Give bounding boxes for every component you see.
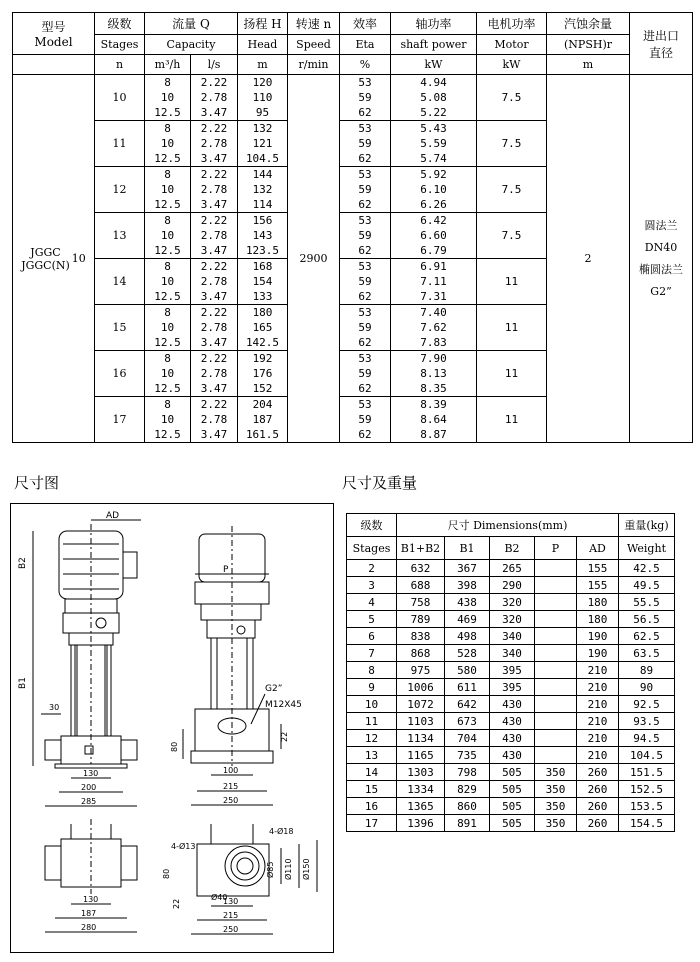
dim-cell: 154.5 bbox=[619, 815, 675, 832]
dim-cell bbox=[535, 645, 577, 662]
hdr-motor: 电机功率 bbox=[477, 13, 547, 35]
dim-cell: 430 bbox=[490, 713, 535, 730]
dim-cell: 290 bbox=[490, 577, 535, 594]
dimension-drawing bbox=[10, 503, 334, 953]
dim-col-b1b2: B1+B2 bbox=[397, 537, 445, 560]
perf-q-cell: 8 10 12.5 bbox=[145, 397, 191, 443]
dim-cell: 210 bbox=[577, 730, 619, 747]
motor-cell: 7.5 bbox=[477, 121, 547, 167]
perf-h-cell: 180 165 142.5 bbox=[238, 305, 288, 351]
dim-cell: 1303 bbox=[397, 764, 445, 781]
perf-ls-cell: 2.22 2.78 3.47 bbox=[191, 351, 238, 397]
base-front-view bbox=[45, 819, 137, 932]
hdr-npsh-en: (NPSH)r bbox=[547, 35, 630, 55]
dim-cell: 430 bbox=[490, 730, 535, 747]
dim-cell: 350 bbox=[535, 798, 577, 815]
dim-cell: 430 bbox=[490, 696, 535, 713]
dim-cell: 528 bbox=[445, 645, 490, 662]
dim-cell: 155 bbox=[577, 577, 619, 594]
dim-row bbox=[347, 662, 675, 679]
npsh-cell: 2 bbox=[547, 75, 630, 443]
dim-cell: 505 bbox=[490, 781, 535, 798]
dim-row bbox=[347, 628, 675, 645]
dim-cell: 1134 bbox=[397, 730, 445, 747]
perf-ls-cell: 2.22 2.78 3.47 bbox=[191, 397, 238, 443]
dim-cell: 395 bbox=[490, 662, 535, 679]
dim-cell: 838 bbox=[397, 628, 445, 645]
dim-cell: 7 bbox=[347, 645, 397, 662]
perf-q-cell: 8 10 12.5 bbox=[145, 213, 191, 259]
dim-cell: 1165 bbox=[397, 747, 445, 764]
stage-cell: 13 bbox=[95, 213, 145, 259]
side-view bbox=[170, 526, 302, 805]
dim-cell: 17 bbox=[347, 815, 397, 832]
dim-cell: 320 bbox=[490, 611, 535, 628]
perf-eta-cell: 53 59 62 bbox=[340, 259, 391, 305]
perf-h-cell: 120 110 95 bbox=[238, 75, 288, 121]
dim-cell: 49.5 bbox=[619, 577, 675, 594]
dim-cell: 9 bbox=[347, 679, 397, 696]
dim-cell: 94.5 bbox=[619, 730, 675, 747]
dim-row bbox=[347, 679, 675, 696]
label-285: 285 bbox=[81, 797, 97, 806]
label-m12: M12X45 bbox=[265, 700, 302, 710]
motor-cell: 7.5 bbox=[477, 213, 547, 259]
label-ad: AD bbox=[106, 511, 120, 521]
dim-cell: 62.5 bbox=[619, 628, 675, 645]
dim-cell bbox=[535, 594, 577, 611]
label-4d18: 4-Ø18 bbox=[269, 827, 294, 836]
dim-cell: 611 bbox=[445, 679, 490, 696]
dim-cell: 340 bbox=[490, 628, 535, 645]
dim-cell: 56.5 bbox=[619, 611, 675, 628]
hdr-inlet: 进出口 直径 bbox=[630, 13, 693, 75]
unit-motor: kW bbox=[477, 55, 547, 75]
dim-row bbox=[347, 815, 675, 832]
stage-cell: 10 bbox=[95, 75, 145, 121]
perf-q-cell: 8 10 12.5 bbox=[145, 121, 191, 167]
dimensions-table bbox=[346, 513, 675, 832]
dim-cell: 1334 bbox=[397, 781, 445, 798]
label-30: 30 bbox=[49, 703, 60, 712]
dim-cell bbox=[535, 713, 577, 730]
label-130c: 130 bbox=[223, 897, 239, 906]
label-80: 80 bbox=[170, 741, 179, 752]
unit-speed: r/min bbox=[288, 55, 340, 75]
dim-cell: 1006 bbox=[397, 679, 445, 696]
perf-ls-cell: 2.22 2.78 3.47 bbox=[191, 121, 238, 167]
dim-cell: 180 bbox=[577, 594, 619, 611]
dim-col-ad: AD bbox=[577, 537, 619, 560]
label-130: 130 bbox=[83, 769, 99, 778]
perf-p-cell: 6.91 7.11 7.31 bbox=[391, 259, 477, 305]
perf-ls-cell: 2.22 2.78 3.47 bbox=[191, 213, 238, 259]
stage-cell: 11 bbox=[95, 121, 145, 167]
dim-cell: 152.5 bbox=[619, 781, 675, 798]
model-cell: JGGC JGGC(N) 10 bbox=[13, 75, 95, 443]
perf-h-cell: 192 176 152 bbox=[238, 351, 288, 397]
perf-p-cell: 5.43 5.59 5.74 bbox=[391, 121, 477, 167]
hdr-speed-en: Speed bbox=[288, 35, 340, 55]
stage-cell: 17 bbox=[95, 397, 145, 443]
hdr-stages: 级数 bbox=[95, 13, 145, 35]
dim-cell: 469 bbox=[445, 611, 490, 628]
dim-cell: 580 bbox=[445, 662, 490, 679]
dim-cell bbox=[535, 696, 577, 713]
perf-eta-cell: 53 59 62 bbox=[340, 167, 391, 213]
label-250: 250 bbox=[223, 796, 239, 805]
dim-cell: 3 bbox=[347, 577, 397, 594]
dim-cell: 260 bbox=[577, 781, 619, 798]
dim-row bbox=[347, 764, 675, 781]
dim-cell: 210 bbox=[577, 713, 619, 730]
perf-p-cell: 8.39 8.64 8.87 bbox=[391, 397, 477, 443]
perf-eta-cell: 53 59 62 bbox=[340, 75, 391, 121]
hdr-model: 型号 Model bbox=[13, 13, 95, 55]
label-d40: Ø40 bbox=[211, 893, 228, 902]
dim-cell: 789 bbox=[397, 611, 445, 628]
perf-p-cell: 7.40 7.62 7.83 bbox=[391, 305, 477, 351]
perf-q-cell: 8 10 12.5 bbox=[145, 351, 191, 397]
label-p: P bbox=[223, 565, 229, 575]
hdr-npsh: 汽蚀余量 bbox=[547, 13, 630, 35]
label-g2: G2” bbox=[265, 684, 283, 694]
hdr-model-blank bbox=[13, 55, 95, 75]
dim-row bbox=[347, 611, 675, 628]
dim-cell: 320 bbox=[490, 594, 535, 611]
perf-p-cell: 5.92 6.10 6.26 bbox=[391, 167, 477, 213]
dim-cell: 10 bbox=[347, 696, 397, 713]
dim-cell: 642 bbox=[445, 696, 490, 713]
dim-cell bbox=[535, 730, 577, 747]
dim-cell bbox=[535, 747, 577, 764]
unit-m3h: m³/h bbox=[145, 55, 191, 75]
inlet-cell: 圆法兰 DN40 椭圆法兰 G2” bbox=[630, 75, 693, 443]
dim-cell: 735 bbox=[445, 747, 490, 764]
hdr-shaft: 轴功率 bbox=[391, 13, 477, 35]
perf-ls-cell: 2.22 2.78 3.47 bbox=[191, 75, 238, 121]
perf-p-cell: 6.42 6.60 6.79 bbox=[391, 213, 477, 259]
label-80b: 80 bbox=[162, 868, 171, 879]
dim-cell: 5 bbox=[347, 611, 397, 628]
dim-cell: 210 bbox=[577, 696, 619, 713]
hdr-eta: 效率 bbox=[340, 13, 391, 35]
dim-cell: 13 bbox=[347, 747, 397, 764]
pump-drawing-svg bbox=[11, 504, 333, 952]
label-22: 22 bbox=[280, 731, 289, 742]
dim-cell: 190 bbox=[577, 645, 619, 662]
dim-cell: 505 bbox=[490, 815, 535, 832]
dim-cell: 8 bbox=[347, 662, 397, 679]
stage-cell: 12 bbox=[95, 167, 145, 213]
dim-cell: 367 bbox=[445, 560, 490, 577]
dim-cell bbox=[535, 628, 577, 645]
dim-cell: 860 bbox=[445, 798, 490, 815]
dim-cell bbox=[535, 662, 577, 679]
perf-group-row bbox=[13, 75, 693, 121]
hdr-motor-en: Motor bbox=[477, 35, 547, 55]
perf-ls-cell: 2.22 2.78 3.47 bbox=[191, 305, 238, 351]
dim-row bbox=[347, 577, 675, 594]
dim-cell: 829 bbox=[445, 781, 490, 798]
unit-head: m bbox=[238, 55, 288, 75]
motor-cell: 11 bbox=[477, 305, 547, 351]
dim-row bbox=[347, 730, 675, 747]
perf-q-cell: 8 10 12.5 bbox=[145, 75, 191, 121]
dim-cell: 153.5 bbox=[619, 798, 675, 815]
dim-cell: 260 bbox=[577, 764, 619, 781]
dim-cell: 63.5 bbox=[619, 645, 675, 662]
dim-cell: 430 bbox=[490, 747, 535, 764]
dim-col-b2: B2 bbox=[490, 537, 535, 560]
dim-cell bbox=[535, 679, 577, 696]
hdr-head: 扬程 H bbox=[238, 13, 288, 35]
dim-cell: 1072 bbox=[397, 696, 445, 713]
perf-h-cell: 144 132 114 bbox=[238, 167, 288, 213]
label-b1: B1 bbox=[18, 677, 28, 689]
dim-cell: 90 bbox=[619, 679, 675, 696]
dim-col-b1: B1 bbox=[445, 537, 490, 560]
base-side-view bbox=[162, 824, 317, 934]
dim-row bbox=[347, 798, 675, 815]
dim-cell: 210 bbox=[577, 747, 619, 764]
dim-cell: 1365 bbox=[397, 798, 445, 815]
dim-cell: 673 bbox=[445, 713, 490, 730]
label-280: 280 bbox=[81, 923, 97, 932]
hdr-shaft-en: shaft power bbox=[391, 35, 477, 55]
label-200: 200 bbox=[81, 783, 97, 792]
label-187: 187 bbox=[81, 909, 97, 918]
dim-cell: 398 bbox=[445, 577, 490, 594]
perf-h-cell: 132 121 104.5 bbox=[238, 121, 288, 167]
perf-p-cell: 7.90 8.13 8.35 bbox=[391, 351, 477, 397]
dim-cell bbox=[535, 611, 577, 628]
dim-cell: 180 bbox=[577, 611, 619, 628]
label-b2: B2 bbox=[18, 557, 28, 569]
dim-cell: 438 bbox=[445, 594, 490, 611]
motor-cell: 11 bbox=[477, 259, 547, 305]
motor-cell: 7.5 bbox=[477, 75, 547, 121]
label-d85: Ø85 bbox=[266, 861, 275, 878]
dim-cell: 16 bbox=[347, 798, 397, 815]
dim-cell: 151.5 bbox=[619, 764, 675, 781]
perf-q-cell: 8 10 12.5 bbox=[145, 305, 191, 351]
dim-cell: 798 bbox=[445, 764, 490, 781]
dim-cell: 55.5 bbox=[619, 594, 675, 611]
perf-h-cell: 156 143 123.5 bbox=[238, 213, 288, 259]
label-4d13: 4-Ø13 bbox=[171, 842, 196, 851]
dim-row bbox=[347, 781, 675, 798]
drawing-title: 尺寸图 bbox=[14, 474, 60, 492]
dim-cell: 4 bbox=[347, 594, 397, 611]
hdr-capacity-en: Capacity bbox=[145, 35, 238, 55]
dim-row bbox=[347, 713, 675, 730]
label-22b: 22 bbox=[172, 898, 181, 909]
dim-cell: 190 bbox=[577, 628, 619, 645]
hdr-speed: 转速 n bbox=[288, 13, 340, 35]
dim-cell: 975 bbox=[397, 662, 445, 679]
motor-cell: 11 bbox=[477, 351, 547, 397]
dim-cell: 350 bbox=[535, 815, 577, 832]
hdr-capacity: 流量 Q bbox=[145, 13, 238, 35]
dim-hdr-dims: 尺寸 Dimensions(mm) bbox=[397, 514, 619, 537]
dim-cell bbox=[535, 577, 577, 594]
dim-cell: 498 bbox=[445, 628, 490, 645]
dimensions-title: 尺寸及重量 bbox=[342, 474, 418, 492]
front-view bbox=[18, 511, 141, 806]
dim-cell bbox=[535, 560, 577, 577]
label-130b: 130 bbox=[83, 895, 99, 904]
dim-cell: 104.5 bbox=[619, 747, 675, 764]
motor-cell: 11 bbox=[477, 397, 547, 443]
dim-row bbox=[347, 747, 675, 764]
dim-col-p: P bbox=[535, 537, 577, 560]
dim-row bbox=[347, 645, 675, 662]
dim-cell: 12 bbox=[347, 730, 397, 747]
perf-eta-cell: 53 59 62 bbox=[340, 305, 391, 351]
dim-hdr-weight: 重量(kg) bbox=[619, 514, 675, 537]
stage-cell: 16 bbox=[95, 351, 145, 397]
dim-cell: 11 bbox=[347, 713, 397, 730]
dim-cell: 350 bbox=[535, 764, 577, 781]
perf-p-cell: 4.94 5.08 5.22 bbox=[391, 75, 477, 121]
perf-h-cell: 204 187 161.5 bbox=[238, 397, 288, 443]
label-215b: 215 bbox=[223, 911, 239, 920]
unit-eta: % bbox=[340, 55, 391, 75]
dim-row bbox=[347, 594, 675, 611]
dim-cell: 632 bbox=[397, 560, 445, 577]
unit-npsh: m bbox=[547, 55, 630, 75]
dim-cell: 260 bbox=[577, 815, 619, 832]
dim-cell: 340 bbox=[490, 645, 535, 662]
perf-h-cell: 168 154 133 bbox=[238, 259, 288, 305]
dim-cell: 350 bbox=[535, 781, 577, 798]
label-d150: Ø150 bbox=[302, 858, 311, 880]
dim-cell: 505 bbox=[490, 798, 535, 815]
perf-eta-cell: 53 59 62 bbox=[340, 351, 391, 397]
dim-cell: 15 bbox=[347, 781, 397, 798]
dim-hdr-stages: 级数 bbox=[347, 514, 397, 537]
label-d110: Ø110 bbox=[284, 858, 293, 880]
motor-cell: 7.5 bbox=[477, 167, 547, 213]
unit-shaft: kW bbox=[391, 55, 477, 75]
perf-eta-cell: 53 59 62 bbox=[340, 121, 391, 167]
dim-cell: 6 bbox=[347, 628, 397, 645]
dim-cell: 265 bbox=[490, 560, 535, 577]
dim-cell: 688 bbox=[397, 577, 445, 594]
label-250b: 250 bbox=[223, 925, 239, 934]
dim-cell: 210 bbox=[577, 662, 619, 679]
dim-cell: 1396 bbox=[397, 815, 445, 832]
dim-hdr-stages-en: Stages bbox=[347, 537, 397, 560]
hdr-stages-en: Stages bbox=[95, 35, 145, 55]
unit-ls: l/s bbox=[191, 55, 238, 75]
perf-ls-cell: 2.22 2.78 3.47 bbox=[191, 259, 238, 305]
performance-table bbox=[12, 12, 693, 443]
dim-cell: 868 bbox=[397, 645, 445, 662]
dim-hdr-weight-en: Weight bbox=[619, 537, 675, 560]
dim-cell: 14 bbox=[347, 764, 397, 781]
hdr-eta-en: Eta bbox=[340, 35, 391, 55]
perf-eta-cell: 53 59 62 bbox=[340, 213, 391, 259]
dim-cell: 891 bbox=[445, 815, 490, 832]
speed-cell: 2900 bbox=[288, 75, 340, 443]
dim-cell: 395 bbox=[490, 679, 535, 696]
dim-row bbox=[347, 696, 675, 713]
dim-cell: 260 bbox=[577, 798, 619, 815]
hdr-head-en: Head bbox=[238, 35, 288, 55]
dim-cell: 92.5 bbox=[619, 696, 675, 713]
dim-cell: 704 bbox=[445, 730, 490, 747]
dim-cell: 758 bbox=[397, 594, 445, 611]
dim-row bbox=[347, 560, 675, 577]
perf-q-cell: 8 10 12.5 bbox=[145, 167, 191, 213]
stage-cell: 14 bbox=[95, 259, 145, 305]
perf-eta-cell: 53 59 62 bbox=[340, 397, 391, 443]
dim-cell: 42.5 bbox=[619, 560, 675, 577]
dim-cell: 505 bbox=[490, 764, 535, 781]
label-215: 215 bbox=[223, 782, 239, 791]
dim-cell: 89 bbox=[619, 662, 675, 679]
dim-cell: 155 bbox=[577, 560, 619, 577]
dim-cell: 93.5 bbox=[619, 713, 675, 730]
unit-stages: n bbox=[95, 55, 145, 75]
label-100: 100 bbox=[223, 766, 239, 775]
dim-cell: 2 bbox=[347, 560, 397, 577]
perf-ls-cell: 2.22 2.78 3.47 bbox=[191, 167, 238, 213]
perf-q-cell: 8 10 12.5 bbox=[145, 259, 191, 305]
dim-cell: 1103 bbox=[397, 713, 445, 730]
dim-cell: 210 bbox=[577, 679, 619, 696]
stage-cell: 15 bbox=[95, 305, 145, 351]
